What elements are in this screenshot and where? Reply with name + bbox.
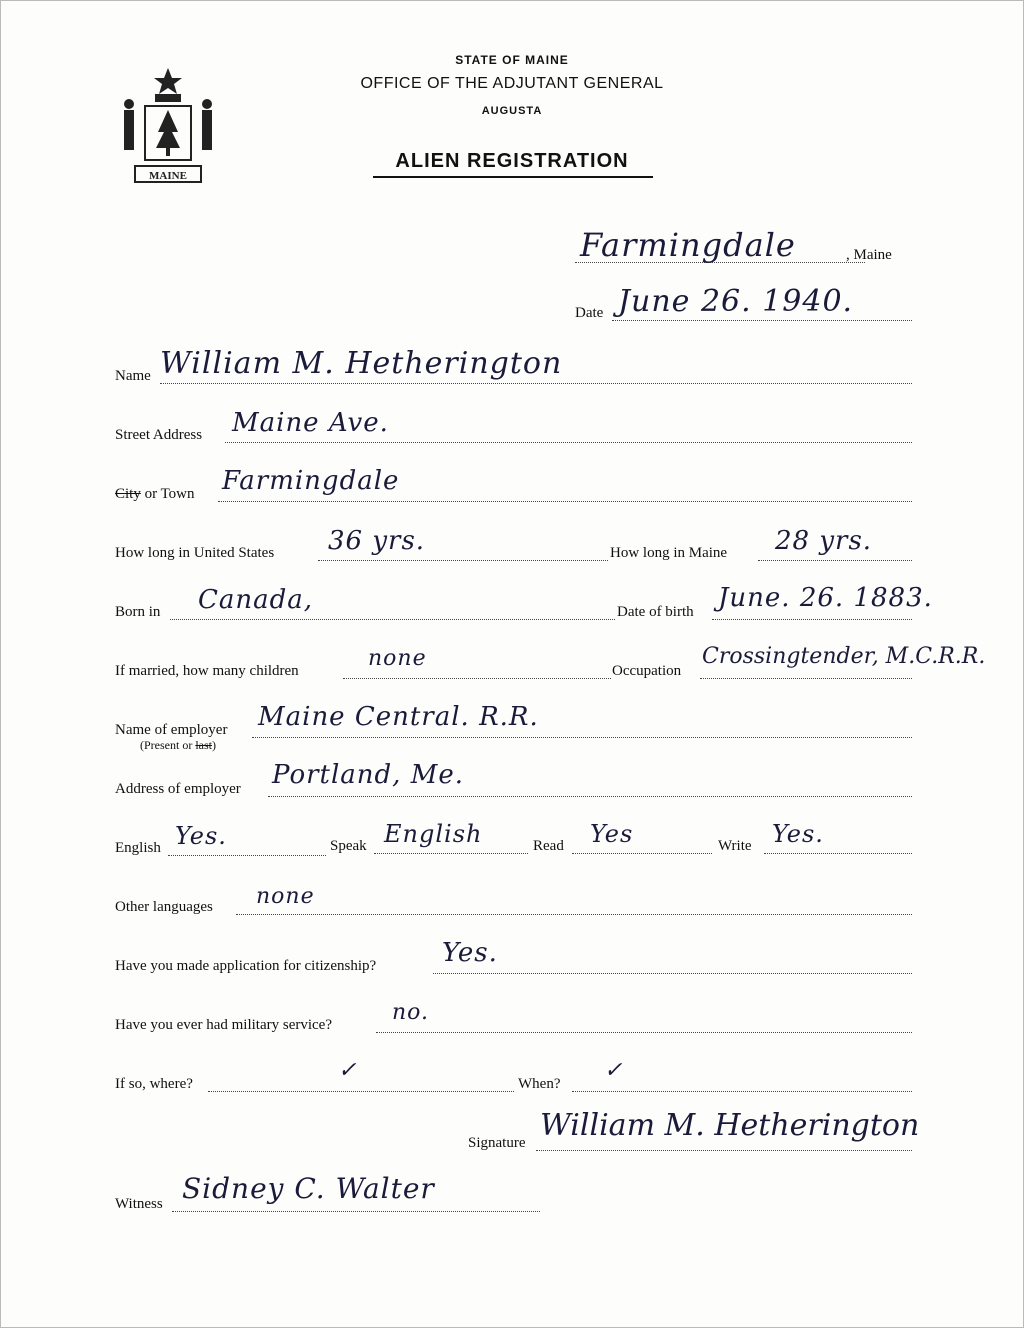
occupation-label: Occupation: [612, 663, 682, 679]
children-value: none: [368, 646, 427, 671]
employer-label: Name of employer: [115, 722, 228, 738]
born-line: [170, 619, 615, 620]
name-line: [160, 383, 912, 384]
svg-text:MAINE: MAINE: [149, 170, 187, 182]
employer-value: Maine Central. R.R.: [258, 702, 539, 732]
signature-label: Signature: [468, 1135, 526, 1151]
dob-line: [712, 619, 912, 620]
other-lang-line: [236, 914, 912, 915]
street-value: Maine Ave.: [232, 408, 389, 438]
citizenship-label: Have you made application for citizenship?: [115, 958, 377, 974]
where-label: If so, where?: [115, 1076, 193, 1092]
english-line: [168, 855, 326, 856]
title-underline: [373, 176, 653, 178]
born-value: Canada,: [198, 585, 314, 615]
when-label: When?: [518, 1076, 561, 1092]
place-suffix: , Maine: [846, 247, 892, 263]
dob-value: June. 26. 1883.: [718, 583, 933, 613]
maine-label: How long in Maine: [610, 545, 728, 561]
date-value: June 26. 1940.: [618, 284, 854, 319]
form-title: ALIEN REGISTRATION: [395, 150, 629, 172]
read-label: Read: [533, 838, 564, 854]
born-label: Born in: [115, 604, 161, 620]
military-line: [376, 1032, 912, 1033]
citizenship-line: [433, 973, 912, 974]
city-heading: AUGUSTA: [481, 105, 543, 117]
town-label: or Town: [140, 486, 195, 502]
state-heading: STATE OF MAINE: [455, 53, 569, 67]
write-value: Yes.: [772, 820, 824, 848]
occupation-value: Crossingtender, M.C.R.R.: [702, 644, 986, 669]
place-value: Farmingdale: [580, 226, 796, 264]
us-label: How long in United States: [115, 545, 275, 561]
other-lang-label: Other languages: [115, 899, 213, 915]
maine-line: [758, 560, 912, 561]
street-line: [225, 442, 912, 443]
date-line: [612, 320, 912, 321]
town-line: [218, 501, 912, 502]
us-line: [318, 560, 608, 561]
office-heading: OFFICE OF THE ADJUTANT GENERAL: [360, 75, 664, 92]
occupation-line: [700, 678, 912, 679]
date-label: Date: [575, 305, 604, 321]
children-line: [343, 678, 611, 679]
write-line: [764, 853, 912, 854]
signature-value: William M. Hetherington: [540, 1108, 920, 1143]
city-struck: City: [115, 486, 141, 502]
emp-addr-line: [268, 796, 912, 797]
employer-sub-post: ): [212, 738, 216, 752]
speak-line: [374, 853, 528, 854]
name-label: Name: [115, 368, 151, 384]
emp-addr-value: Portland, Me.: [272, 760, 464, 790]
english-label: English: [115, 840, 161, 856]
us-value: 36 yrs.: [328, 526, 426, 556]
write-label: Write: [718, 838, 752, 854]
witness-value: Sidney C. Walter: [182, 1172, 435, 1205]
children-label: If married, how many children: [115, 663, 299, 679]
read-line: [572, 853, 712, 854]
military-value: no.: [392, 1000, 430, 1025]
employer-sub-label: [140, 738, 216, 753]
employer-sub-struck: last: [195, 738, 212, 752]
where-line: [208, 1091, 514, 1092]
where-value: ✓: [338, 1058, 358, 1083]
speak-label: Speak: [330, 838, 367, 854]
read-value: Yes: [590, 820, 634, 848]
town-value: Farmingdale: [222, 466, 400, 496]
emp-addr-label: Address of employer: [115, 781, 241, 797]
witness-line: [172, 1211, 540, 1212]
name-value: William M. Hetherington: [160, 346, 563, 381]
city-town-label: [115, 486, 195, 503]
speak-value: English: [384, 820, 483, 848]
maine-value: 28 yrs.: [775, 526, 873, 556]
witness-label: Witness: [115, 1196, 163, 1212]
citizenship-value: Yes.: [442, 938, 498, 968]
other-lang-value: none: [256, 884, 315, 909]
employer-line: [252, 737, 912, 738]
when-line: [572, 1091, 912, 1092]
signature-line: [536, 1150, 912, 1151]
when-value: ✓: [604, 1058, 624, 1083]
dob-label: Date of birth: [617, 604, 694, 620]
employer-sub-pre: (Present or: [140, 738, 196, 752]
street-label: Street Address: [115, 427, 203, 443]
military-label: Have you ever had military service?: [115, 1017, 332, 1033]
english-value: Yes.: [175, 822, 227, 850]
